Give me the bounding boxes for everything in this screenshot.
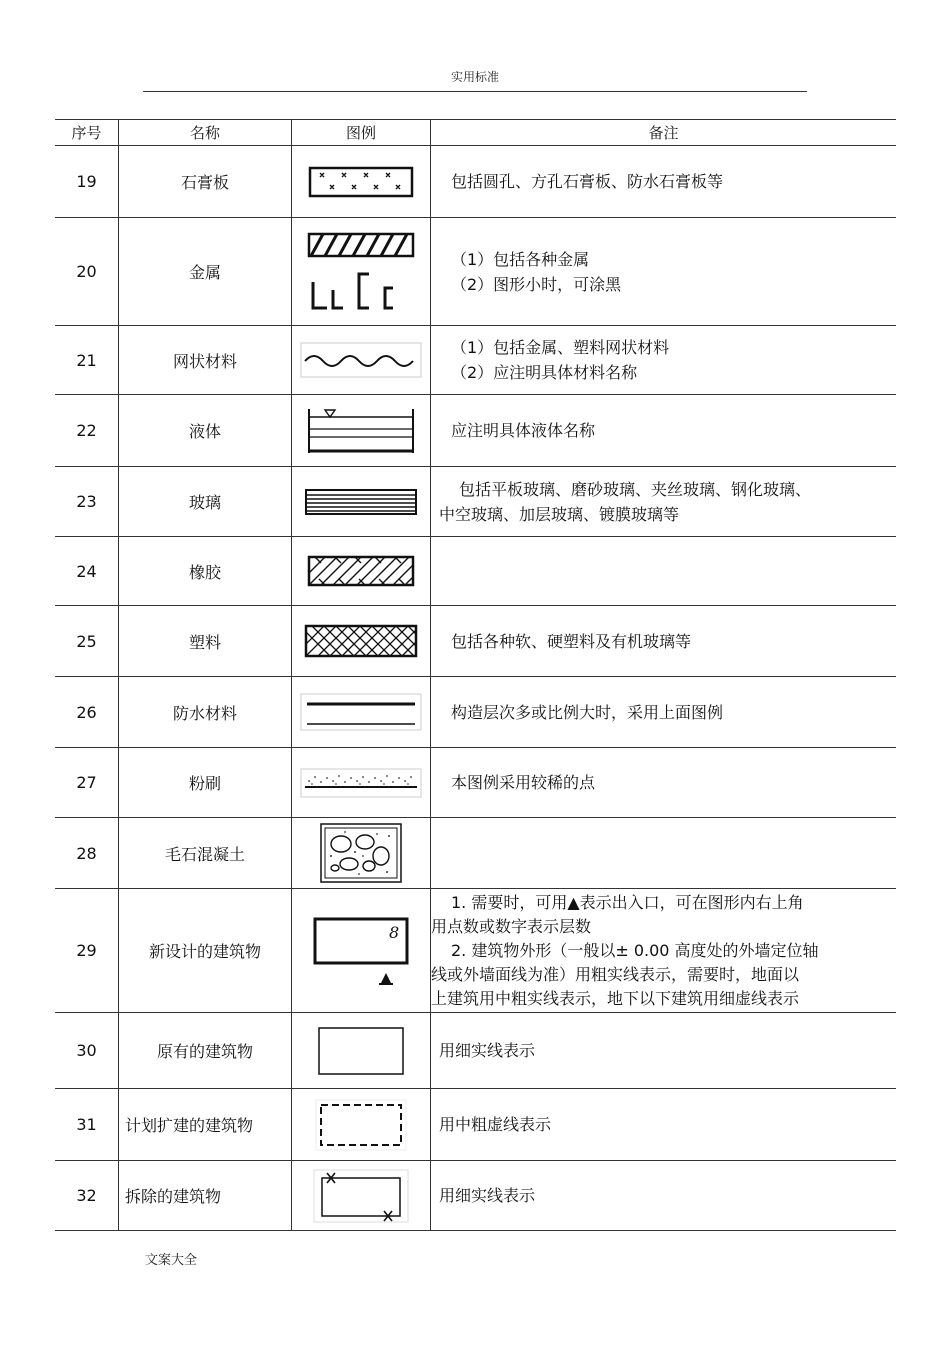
- note-line: （1）包括金属、塑料网状材料: [451, 338, 670, 357]
- legend-table: [55, 119, 896, 1231]
- col-header-number: 序号: [55, 120, 119, 146]
- row-name left: 计划扩建的建筑物: [119, 1089, 292, 1161]
- plastic-crosshatch-icon: [302, 622, 420, 660]
- row-name: 拆除的建筑物: [119, 1161, 292, 1231]
- table-row: [55, 889, 896, 1013]
- floor-count-label: 8: [389, 922, 400, 942]
- note-line: 包括圆孔、方孔石膏板、防水石膏板等: [451, 172, 724, 191]
- row-name: 毛石混凝土: [119, 818, 292, 889]
- col-header-notes: 备注: [431, 120, 897, 146]
- note-line: 包括平板玻璃、磨砂玻璃、夹丝玻璃、钢化玻璃、: [459, 479, 812, 499]
- gypsum-board-hatch-icon: [306, 164, 416, 200]
- col-header-name: 名称: [119, 120, 292, 146]
- table-row: [55, 146, 896, 218]
- new-building-icon: [311, 915, 411, 987]
- row-number: 25: [55, 606, 119, 677]
- col-header-legend: 图例: [292, 120, 431, 146]
- note-line: 中空玻璃、加层玻璃、镀膜玻璃等: [439, 504, 680, 524]
- row-number: 29: [55, 889, 119, 1013]
- row-number: 22: [55, 395, 119, 467]
- table-row: [55, 748, 896, 818]
- table-header-row: [55, 120, 896, 146]
- row-number: 26: [55, 677, 119, 748]
- table-row: [55, 467, 896, 537]
- table-row: [55, 606, 896, 677]
- row-number: 24: [55, 537, 119, 606]
- row-name: 原有的建筑物: [119, 1013, 292, 1089]
- row-number: 27: [55, 748, 119, 818]
- glass-lines-icon: [302, 485, 420, 519]
- note-line: （2）应注明具体材料名称: [451, 363, 638, 382]
- note-line: 用点数或数字表示层数: [431, 916, 592, 936]
- note-line: 上建筑用中粗实线表示，地下以下建筑用细虚线表示: [431, 988, 800, 1008]
- rubble-concrete-icon: [319, 822, 403, 884]
- row-name: 液体: [119, 395, 292, 467]
- row-name: 新设计的建筑物: [119, 889, 292, 1013]
- row-number: 30: [55, 1013, 119, 1089]
- existing-building-icon: [316, 1025, 406, 1077]
- planned-extension-icon: [313, 1097, 409, 1153]
- rubber-crosshatch-icon: [305, 553, 417, 589]
- plaster-dots-icon: [299, 767, 423, 799]
- table-row: [55, 537, 896, 606]
- note-line: （1）包括各种金属: [451, 249, 590, 269]
- note-line: 用细实线表示: [439, 1186, 536, 1205]
- table-row: [55, 818, 896, 889]
- table-row: [55, 1161, 896, 1231]
- row-name: 网状材料: [119, 326, 292, 395]
- row-number: 28: [55, 818, 119, 889]
- note-line: 1. 需要时，可用▲表示出入口，可在图形内右上角: [451, 892, 804, 912]
- row-name: 防水材料: [119, 677, 292, 748]
- note-line: 用细实线表示: [439, 1041, 536, 1060]
- table-row: [55, 1013, 896, 1089]
- row-number: 31: [55, 1089, 119, 1161]
- liquid-level-icon: [303, 405, 419, 457]
- row-name: 粉刷: [119, 748, 292, 818]
- row-name: 玻璃: [119, 467, 292, 537]
- row-number: 23: [55, 467, 119, 537]
- row-number: 20: [55, 218, 119, 326]
- header-rule: [143, 91, 807, 92]
- row-number: 19: [55, 146, 119, 218]
- row-name: 塑料: [119, 606, 292, 677]
- note-line: 2. 建筑物外形（一般以± 0.00 高度处的外墙定位轴: [451, 940, 819, 960]
- table-row: [55, 395, 896, 467]
- metal-hatch-icon: [305, 230, 417, 314]
- demolished-building-icon: [312, 1168, 410, 1224]
- note-line: 线或外墙面线为准）用粗实线表示，需要时，地面以: [431, 964, 800, 984]
- note-line: 包括各种软、硬塑料及有机玻璃等: [451, 631, 692, 651]
- table-row: [55, 1089, 896, 1161]
- page-footer: 文案大全: [145, 1253, 198, 1268]
- mesh-material-wave-icon: [299, 341, 423, 379]
- row-name: 橡胶: [119, 537, 292, 606]
- table-row: [55, 218, 896, 326]
- note-line: （2）图形小时，可涂黑: [451, 274, 622, 294]
- table-row: [55, 326, 896, 395]
- note-line: 应注明具体液体名称: [451, 421, 596, 440]
- note-line: 用中粗虚线表示: [439, 1115, 552, 1134]
- note-line: 本图例采用较稀的点: [451, 773, 596, 792]
- page-header: 实用标准: [450, 70, 499, 84]
- row-name: 金属: [119, 218, 292, 326]
- row-number: 21: [55, 326, 119, 395]
- row-name: 石膏板: [119, 146, 292, 218]
- note-line: 构造层次多或比例大时，采用上面图例: [451, 702, 724, 722]
- table-row: [55, 677, 896, 748]
- row-number: 32: [55, 1161, 119, 1231]
- waterproof-layer-icon: [299, 692, 423, 732]
